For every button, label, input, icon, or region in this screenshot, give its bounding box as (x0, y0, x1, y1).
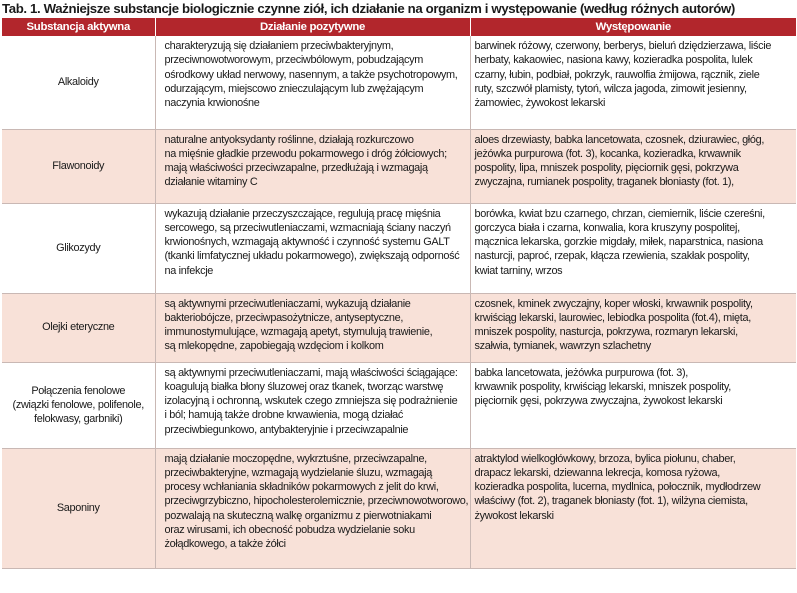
occurrence-cell-line: szałwia, tymianek, wawrzyn szlachetny (474, 340, 651, 353)
effect-cell-line: koagulują białka błony śluzowej oraz tkanek, tworząc warstwę (164, 380, 444, 393)
substance-cell (2, 203, 155, 293)
substance-cell (2, 36, 155, 129)
effect-cell-line: bakteriobójcze, przeciwpasożytnicze, antyseptyczne, (164, 311, 404, 324)
substances-table (2, 18, 796, 569)
occurrence-cell (470, 203, 796, 293)
occurrence-cell-line: żamowiec, żywokost lekarski (474, 97, 606, 110)
occurrence-cell (470, 129, 796, 203)
occurrence-cell-line: mącznica lekarska, gorzkie migdały, miłek, naparstnica, nasiona (474, 236, 763, 249)
occurrence-cell (470, 448, 796, 568)
effect-cell-line: immunostymulujące, wzmagają apetyt, stymulują trawienie, (164, 326, 433, 339)
effect-cell-line: odurzającym, miejscowo znieczulającym lub zwężającym (164, 82, 424, 95)
header-occurrence: Występowanie (470, 18, 796, 36)
effect-cell-line: przeciwnowotworowym, przeciwbólowym, pobudzającym (164, 54, 424, 67)
effect-cell-line: pozwalają na skuteczną walkę organizmu z pierwotniakami (164, 509, 432, 522)
effect-cell-line: są mlekopędne, zapobiegają wzdęciom i kolkom (164, 340, 384, 353)
effect-cell-line: na infekcje (164, 264, 214, 277)
occurrence-cell-line: krwiściąg lekarski, laurowiec, lebiodka pospolita (fot.4), mięta, (474, 311, 751, 324)
substance-cell (2, 448, 155, 568)
table-row (2, 448, 796, 568)
substance-cell-line: (związki fenolowe, polifenole, (12, 398, 144, 411)
substance-cell (2, 293, 155, 362)
effect-cell-line: przeciwbakteryjne, wzmagają wydzielanie śluzu, wzmagają (164, 466, 432, 479)
occurrence-cell-line: pięciornik gęsi, pokrzywa zwyczajna, żywokost lekarski (474, 395, 723, 408)
table-row (2, 203, 796, 293)
effect-cell-line: są aktywnymi przeciwutleniaczami, wykazują działanie (164, 297, 411, 310)
effect-cell (155, 129, 470, 203)
effect-cell-line: naturalne antyoksydanty roślinne, działają rozkurczowo (164, 133, 414, 146)
occurrence-cell-line: barwinek różowy, czerwony, berberys, bieluń dziędzierzawa, liście (474, 40, 772, 52)
effect-cell (155, 293, 470, 362)
substance-cell-line: Flawonoidy (52, 159, 105, 172)
effect-cell (155, 203, 470, 293)
header-substance: Substancja aktywna (2, 18, 155, 36)
substance-cell-line: Olejki eteryczne (42, 321, 115, 334)
occurrence-cell-line: ruty, szczwół plamisty, tytoń, wilcza jagoda, zimowit jesienny, (474, 82, 747, 95)
table-row (2, 129, 796, 203)
occurrence-cell-line: kwiat tarniny, wrzos (474, 264, 563, 277)
occurrence-cell-line: żywokost lekarski (474, 509, 554, 522)
occurrence-cell (470, 36, 796, 129)
occurrence-cell-line: czarny, łubin, podbiał, pokrzyk, rauwolfia żmijowa, rącznik, ziele (474, 68, 760, 81)
effect-cell-line: mają właściwości przeciwzapalne, przedłużają i wzmagają (164, 162, 428, 175)
effect-cell-line: izolacyjną i ochronną, wskutek czego zmniejsza się podrażnienie (164, 395, 458, 408)
effect-cell-line: i ból; hamują także drobne krwawienia, mogą działać (164, 409, 404, 422)
effect-cell-line: są aktywnymi przeciwutleniaczami, mają właściwości ściągające: (164, 366, 458, 379)
occurrence-cell-line: właściwy (fot. 2), traganek błoniasty (fot. 1), wilżyna ciemista, (474, 495, 748, 508)
table-row (2, 36, 796, 129)
occurrence-cell-line: drapacz lekarski, dziewanna lekrecja, komosa ryżowa, (474, 466, 720, 479)
occurrence-cell-line: krwawnik pospolity, krwiściąg lekarski, mniszek pospolity, (474, 380, 731, 393)
effect-cell (155, 362, 470, 448)
occurrence-cell-line: gorczyca biała i czarna, konwalia, kora kruszyny pospolitej, (474, 221, 740, 234)
effect-cell-line: przeciwbiegunkowo, antybakteryjnie i przeciwzapalnie (164, 423, 409, 436)
effect-cell-line: żołądkowego, a także żółci (164, 538, 286, 551)
effect-cell-line: mają działanie moczopędne, wykrztuśne, przeciwzapalne, (164, 452, 427, 465)
effect-cell (155, 36, 470, 129)
effect-cell-line: sercowego, są przeciwutleniaczami, wzmacniają ściany naczyń (164, 221, 451, 234)
effect-cell-line: oraz wirusami, ich obecność pobudza wydzielanie soku (164, 523, 415, 536)
substance-cell (2, 129, 155, 203)
effect-cell-line: ośrodkowy układ nerwowy, nasennym, a także psychotropowym, (164, 68, 458, 81)
occurrence-cell (470, 362, 796, 448)
substance-cell-line: Połączenia fenolowe (31, 384, 126, 397)
header-effect: Działanie pozytywne (155, 18, 470, 36)
effect-cell-line: wykazują działanie przeczyszczające, regulują pracę mięśnia (164, 207, 441, 220)
occurrence-cell-line: mniszek pospolity, nasturcja, pokrzywa, rozmaryn lekarski, (474, 326, 738, 339)
table-title: Tab. 1. Ważniejsze substancje biologicznie czynne ziół, ich działanie na organizm i występowanie (według różnych autorów) (2, 1, 735, 16)
occurrence-cell-line: borówka, kwiat bzu czarnego, chrzan, ciemiernik, liście czereśni, (474, 207, 765, 220)
table-row (2, 293, 796, 362)
occurrence-cell-line: zwyczajna, rumianek pospolity, traganek błoniasty (fot. 1), (474, 176, 734, 189)
effect-cell-line: krwionośnych, wzmagają aktywność i czynność systemu GALT (164, 236, 450, 249)
substance-cell-line: Glikozydy (56, 241, 101, 254)
occurrence-cell (470, 293, 796, 362)
effect-cell-line: naczynia krwionośne (164, 97, 260, 110)
occurrence-cell-line: herbaty, kakaowiec, nasiona kawy, kozieradka pospolita, lulek (474, 54, 753, 67)
occurrence-cell-line: atraktylod wielkogłówkowy, brzoza, bylica piołunu, chaber, (474, 452, 736, 465)
occurrence-cell-line: nasturcji, paproć, rzepak, kłącza rzewienia, szakłak pospolity, (474, 250, 750, 263)
effect-cell-line: przeciwgrzybiczno, hipocholesterolemicznie, przeciwnowotworowo, (164, 495, 469, 508)
occurrence-cell-line: jeżówka purpurowa (fot. 3), kocanka, kozieradka, krwawnik (474, 147, 741, 160)
effect-cell-line: działanie witaminy C (164, 176, 258, 189)
effect-cell-line: charakteryzują się działaniem przeciwbakteryjnym, (164, 40, 394, 52)
table-header-row (2, 18, 796, 36)
substance-cell-line: Saponiny (56, 501, 100, 514)
occurrence-cell-line: babka lancetowata, jeżówka purpurowa (fot. 3), (474, 366, 689, 379)
effect-cell-line: na mięśnie gładkie przewodu pokarmowego i dróg żółciowych; (164, 147, 447, 160)
effect-cell (155, 448, 470, 568)
table-row (2, 362, 796, 448)
effect-cell-line: (tkanki limfatycznej układu pokarmowego), zwiększają odporność (164, 250, 460, 263)
substance-cell (2, 362, 155, 448)
substance-cell-line: Alkaloidy (57, 76, 99, 89)
occurrence-cell-line: kozieradka pospolita, lucerna, mydlnica, połocznik, mydłodrzew (474, 481, 761, 494)
occurrence-cell-line: aloes drzewiasty, babka lancetowata, czosnek, dziurawiec, głóg, (474, 133, 765, 146)
occurrence-cell-line: pospolity, lipa, mniszek pospolity, pięciornik gęsi, pokrzywa (474, 162, 739, 175)
occurrence-cell-line: czosnek, kminek zwyczajny, koper włoski, krwawnik pospolity, (474, 297, 753, 310)
effect-cell-line: procesy wchłaniania składników pokarmowych z jelit do krwi, (164, 481, 439, 494)
substance-cell-line: felokwasy, garbniki) (34, 413, 123, 426)
